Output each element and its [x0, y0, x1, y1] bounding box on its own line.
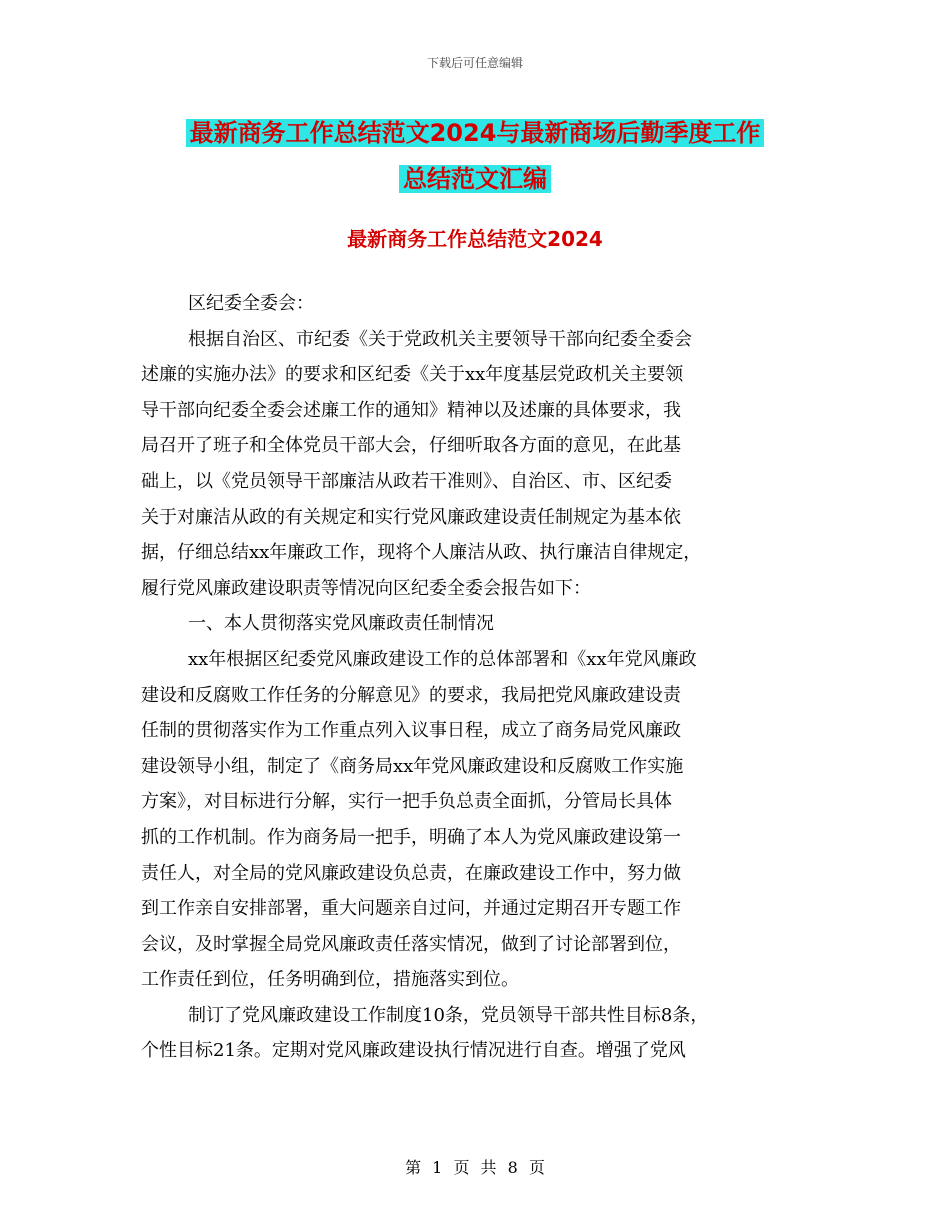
- body-line: 建设和反腐败工作任务的分解意见》的要求，我局把党风廉政建设责: [141, 684, 681, 706]
- body-line: 工作责任到位，任务明确到位，措施落实到位。: [141, 969, 519, 991]
- body-line: 会议，及时掌握全局党风廉政责任落实情况，做到了讨论部署到位，: [141, 933, 681, 955]
- body-line: 据，仔细总结xx年廉政工作，现将个人廉洁从政、执行廉洁自律规定，: [141, 542, 702, 564]
- document-title: [0, 110, 950, 202]
- body-line: 方案》，对目标进行分解，实行一把手负总责全面抓，分管局长具体: [141, 791, 672, 813]
- body-line: 到工作亲自安排部署，重大问题亲自过问，并通过定期召开专题工作: [141, 898, 681, 920]
- document-title-line-2: 总结范文汇编: [399, 165, 551, 193]
- body-line: 述廉的实施办法》的要求和区纪委《关于xx年度基层党政机关主要领: [141, 364, 684, 386]
- section-title: 最新商务工作总结范文2024: [347, 227, 603, 251]
- body-line: 导干部向纪委全委会述廉工作的通知》精神以及述廉的具体要求，我: [141, 399, 681, 421]
- body-text: [141, 286, 813, 1069]
- body-line: xx年根据区纪委党风廉政建设工作的总体部署和《xx年党风廉政: [188, 648, 697, 670]
- body-line: 础上，以《党员领导干部廉洁从政若干准则》、自治区、市、区纪委: [141, 470, 672, 492]
- header-note: 下载后可任意编辑: [426, 56, 523, 70]
- body-line: 区纪委全委会：: [188, 293, 314, 314]
- body-line: 履行党风廉政建设职责等情况向区纪委全委会报告如下：: [141, 577, 591, 599]
- body-line: 责任人，对全局的党风廉政建设负总责，在廉政建设工作中，努力做: [141, 862, 681, 884]
- document-title-line-1: 最新商务工作总结范文2024与最新商场后勤季度工作: [186, 119, 765, 147]
- body-line: 建设领导小组，制定了《商务局xx年党风廉政建设和反腐败工作实施: [141, 755, 684, 777]
- body-line: 关于对廉洁从政的有关规定和实行党风廉政建设责任制规定为基本依: [141, 506, 681, 528]
- body-line: 局召开了班子和全体党员干部大会，仔细听取各方面的意见，在此基: [141, 435, 681, 457]
- page-footer: 第 1 页 共 8 页: [405, 1158, 545, 1177]
- body-line: 抓的工作机制。作为商务局一把手，明确了本人为党风廉政建设第一: [141, 826, 681, 848]
- body-line: 个性目标21条。定期对党风廉政建设执行情况进行自查。增强了党风: [141, 1040, 686, 1062]
- body-line: 制订了党风廉政建设工作制度10条，党员领导干部共性目标8条，: [188, 1004, 709, 1026]
- body-line: 一、本人贯彻落实党风廉政责任制情况: [188, 613, 494, 635]
- body-line: 根据自治区、市纪委《关于党政机关主要领导干部向纪委全委会: [188, 328, 692, 350]
- body-line: 任制的贯彻落实作为工作重点列入议事日程，成立了商务局党风廉政: [141, 720, 681, 742]
